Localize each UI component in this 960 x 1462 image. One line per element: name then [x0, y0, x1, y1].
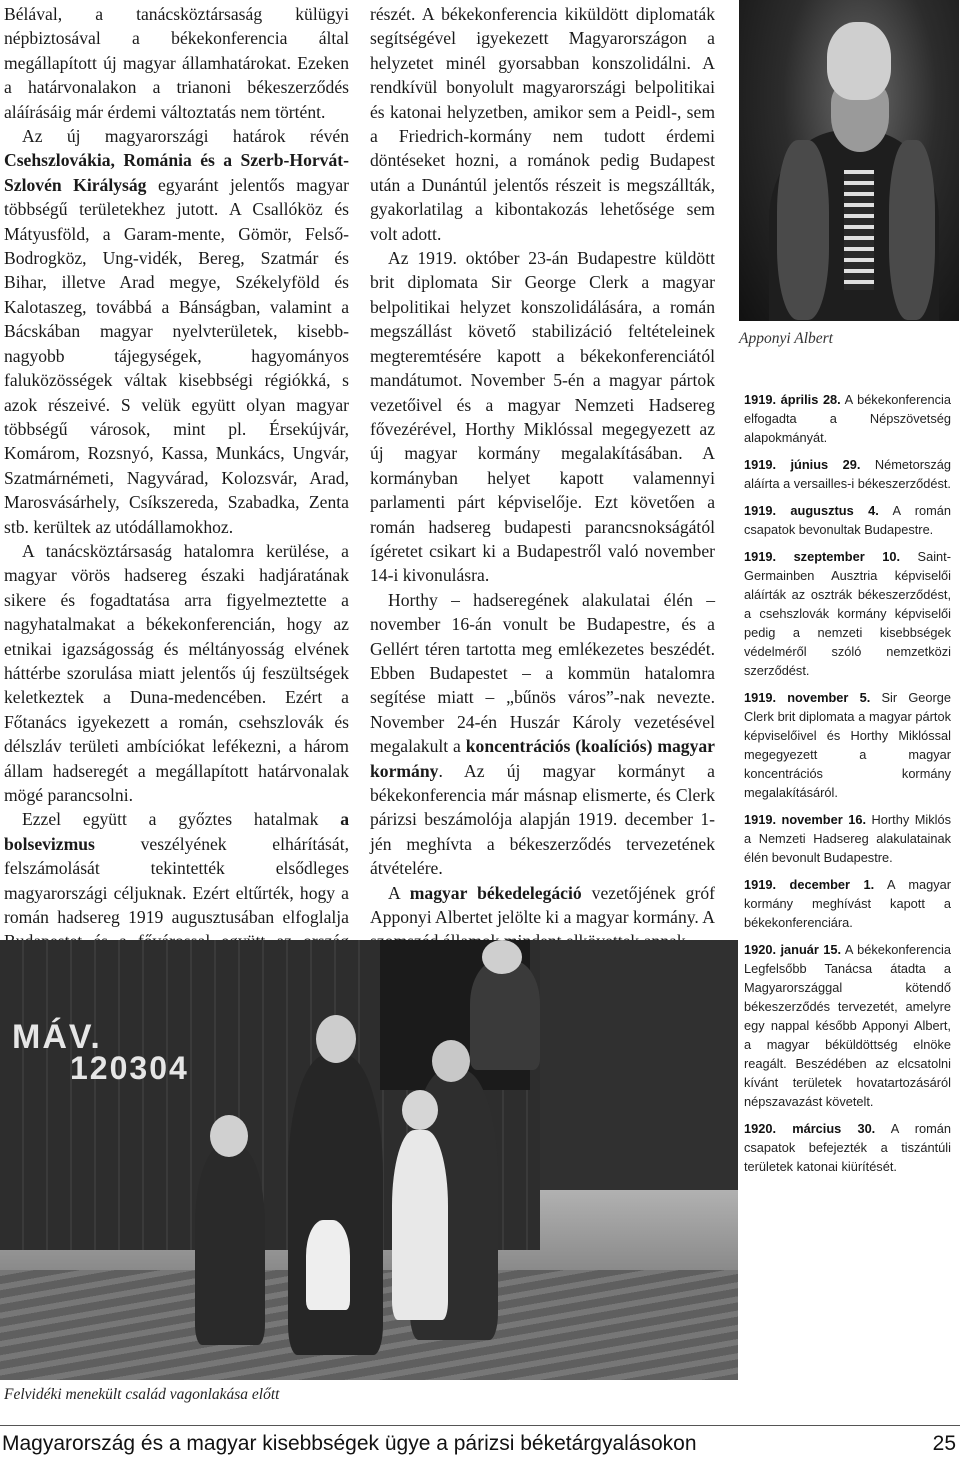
text-run: . Az új magyar kormányt a békekonferencia már másnap elismerte, és Clerk párizsi beszámolója alapján 1919. december 1-jén meghívta a békeszerződés tervezetének átvételére.	[370, 760, 715, 879]
timeline-date: 1920. január 15.	[744, 942, 842, 957]
bold-text: koncentrációs (koalíciós) magyar kormány	[370, 736, 715, 781]
portrait-photo	[739, 0, 959, 321]
timeline-entry	[744, 501, 951, 539]
text-run: veszélyének elhárítását, felszámolását tekintették elsődleges magyarországi céljuknak. Ezért eltűrték, hogy a román hadsereg 1919 augusztusában elfoglalja	[4, 833, 349, 928]
text-run: A	[388, 882, 410, 903]
bold-text: magyar békedelegáció	[409, 882, 582, 903]
timeline-sidebar	[744, 390, 951, 1184]
page-number: 25	[932, 1432, 956, 1455]
portrait-fur-left	[777, 140, 829, 320]
paragraph: Bélával, a tanácsköztársaság külügyi népbiztosával a békekonferencia által megállapított új magyar államhatárokat. Ezeken a határvonalakon a trianoni békeszerződés aláírásáig már érdemi változtatás nem történt.	[4, 4, 349, 122]
portrait-fur-right	[889, 140, 935, 320]
timeline-text: A békekonferencia elfogadta a Népszövetség alapokmányát.	[744, 392, 951, 445]
timeline-text: A román csapatok befejezték a tiszántúli területek katonai kiürítését.	[744, 1121, 951, 1174]
timeline-text: Sir George Clerk brit diplomata a magyar pártok képviselőivel és Horthy Miklóssal megegyezett a magyar koncentrációs kormány megalakításáról.	[744, 690, 951, 800]
timeline-entry	[744, 547, 951, 680]
portrait-caption: Apponyi Albert	[739, 330, 833, 347]
timeline-date: 1919. április 28.	[744, 392, 841, 407]
seated-woman	[195, 1145, 265, 1345]
timeline-text: Horthy Miklós a Nemzeti Hadsereg alakulatainak élén bevonult Budapestre.	[744, 812, 951, 865]
timeline-date: 1919. augusztus 4.	[744, 503, 879, 518]
wagon-number: 120304	[70, 1050, 189, 1086]
standing-man-head	[316, 1015, 356, 1063]
timeline-text: A magyar kormány meghívást kapott a békekonferenciára.	[744, 877, 951, 930]
text-run: Az új magyarországi határok révén	[22, 126, 349, 147]
girl-in-white-head	[402, 1090, 438, 1130]
train-photo-caption: Felvidéki menekült család vagonlakása előtt	[4, 1386, 280, 1403]
timeline-text: A békekonferencia Legfelsőbb Tanácsa átadta a Magyarországgal kötendő békeszerződés tervezetét, amelyre egy nappal később Apponyi Albert, a magyar béküldöttség elnöke reagált. Beszédében az elcsatolni kívánt területek hovatartozásáról népszavazást követelt.	[744, 942, 951, 1109]
timeline-date: 1919. június 29.	[744, 457, 861, 472]
footer-divider	[0, 1425, 960, 1426]
timeline-entry	[744, 810, 951, 867]
timeline-entry	[744, 940, 951, 1111]
portrait-head	[827, 22, 891, 100]
text-run: Horthy – hadseregének alakulatai élén – november 16-án vonult be Budapestre, és a Gellért téren tartotta meg emlékezetes beszédét. Ebben Budapestet – a kommün hatalomra segítése miatt – „bűnös város”-nak nevezte. November 24-én Huszár Károly vezetésével megalakult a	[370, 589, 715, 757]
portrait-braid	[844, 170, 874, 290]
timeline-text: Németország aláírta a versailles-i békeszerződést.	[744, 457, 952, 491]
standing-man	[288, 1055, 383, 1355]
timeline-entry	[744, 1119, 951, 1176]
woman-in-doorway	[470, 960, 540, 1070]
paragraph	[370, 588, 715, 881]
woman-in-doorway-head	[482, 940, 522, 974]
timeline-entry	[744, 688, 951, 802]
timeline-date: 1919. december 1.	[744, 877, 875, 892]
timeline-entry	[744, 455, 951, 493]
timeline-entry	[744, 875, 951, 932]
bold-text: Csehszlovákia, Románia és a Szerb-Horvát-Szlovén Királyság	[4, 150, 349, 195]
timeline-date: 1920. március 30.	[744, 1121, 876, 1136]
train-photo	[0, 940, 738, 1380]
girl-in-white	[392, 1130, 448, 1320]
toddler	[306, 1220, 350, 1310]
timeline-entry	[744, 390, 951, 447]
paragraph: A tanácsköztársaság hatalomra kerülése, a magyar vörös hadsereg északi hadjáratának sikere és fogadtatása arra figyelmeztette a nagyhatalmakat a békekonferencián, hogy az etnikai igazságosság és méltányosság elvének háttérbe szorulása miatt jelentős új feszültségek keletkeztek a Duna-medencében. Ezért a Főtanács igyekezett a román, csehszlovák és délszláv területi ambíciókat lefékezni, a három állam hadseregét a megállapított határvonalak mögé parancsolni.	[4, 540, 349, 805]
timeline-date: 1919. november 5.	[744, 690, 871, 705]
timeline-date: 1919. november 16.	[744, 812, 867, 827]
wagon-marking: MÁV.	[12, 1018, 102, 1056]
paragraph	[4, 124, 349, 539]
seated-woman-head	[210, 1115, 248, 1157]
boy-in-uniform-head	[432, 1040, 470, 1082]
text-run: egyaránt jelentős magyar többségű területekhez jutott. A Csallóköz és Mátyusföld, a Garam-mente, Gömör, Felső-Bodrogköz, Ung-vidék, Bereg, Szatmár és Bihar, illetve Arad megye, Székelyföld és Kalotaszeg, továbbá a Bánságban, valamint a Bácskában magyar nyelvterületek, kisebb-nagyobb tájegységek, hagyományos faluközösségek váltak kisebbségi régiókká, s azok részeivé. S velük együtt olyan magyar többségű városok, mint pl. Érsekújvár, Komárom, Rozsnyó, Kassa, Munkács, Ungvár, Szatmárnémeti, Nagyvárad, Kolozsvár, Arad, Marosvásárhely, Csíkszereda, Szabadka, Zenta stb. kerültek az utódállamokhoz.	[4, 174, 349, 537]
timeline-date: 1919. szeptember 10.	[744, 549, 901, 564]
paragraph: Az 1919. október 23-án Budapestre küldött brit diplomata Sir George Clerk a magyar belpolitikai helyzet konszolidálására, a román megszállást követő stabilizáció feltételeinek megteremtésére kapott a békekonferenciától mandátumot. November 5-én a magyar pártok vezetőivel és a magyar Nemzeti Hadsereg fővezérével, Horthy Miklóssal megegyezett az új magyar kormány megalakításában. A kormányban helyet kapott valamennyi parlamenti párt képviselője. Ezt követően a román hadsereg budapesti parancsnokságától ígéretet csikart ki a Budapestről való november 14-i kivonulásra.	[370, 248, 715, 586]
timeline-text: Saint-Germainben Ausztria képviselői aláírták az osztrák békeszerződést, a csehszlovák kormány képviselői pedig a nemzeti kisebbségek védelméről szóló nemzetközi szerződést.	[744, 549, 951, 678]
text-run: vezetőjének gróf Apponyi Albertet jelölte ki a magyar kormány. A	[370, 882, 715, 928]
second-wagon	[540, 940, 738, 1190]
running-footer-title: Magyarország és a magyar kisebbségek ügye a párizsi béketárgyalásokon	[2, 1432, 697, 1455]
bold-text: a bolsevizmus	[4, 809, 349, 854]
text-run: Ezzel együtt a győztes hatalmak	[22, 809, 341, 830]
middle-text-column	[370, 2, 715, 954]
left-text-column	[4, 2, 349, 978]
paragraph: részét. A békekonferencia kiküldött diplomaták segítségével igyekezett Magyarországon a helyzetet minél gyorsabban konszolidálni. A rendkívül bonyolult magyarországi belpolitikai és katonai helyzetben, amikor sem a Peidl-, sem a Friedrich-kormány nem tudott érdemi döntéseket hozni, a románok pedig Budapest után a Dunántúl jelentős részeit is megszállták, gyakorlatilag a kibontakozás lehetősége sem volt adott.	[370, 4, 715, 244]
timeline-text: A román csapatok bevonultak Budapestre.	[744, 503, 951, 537]
